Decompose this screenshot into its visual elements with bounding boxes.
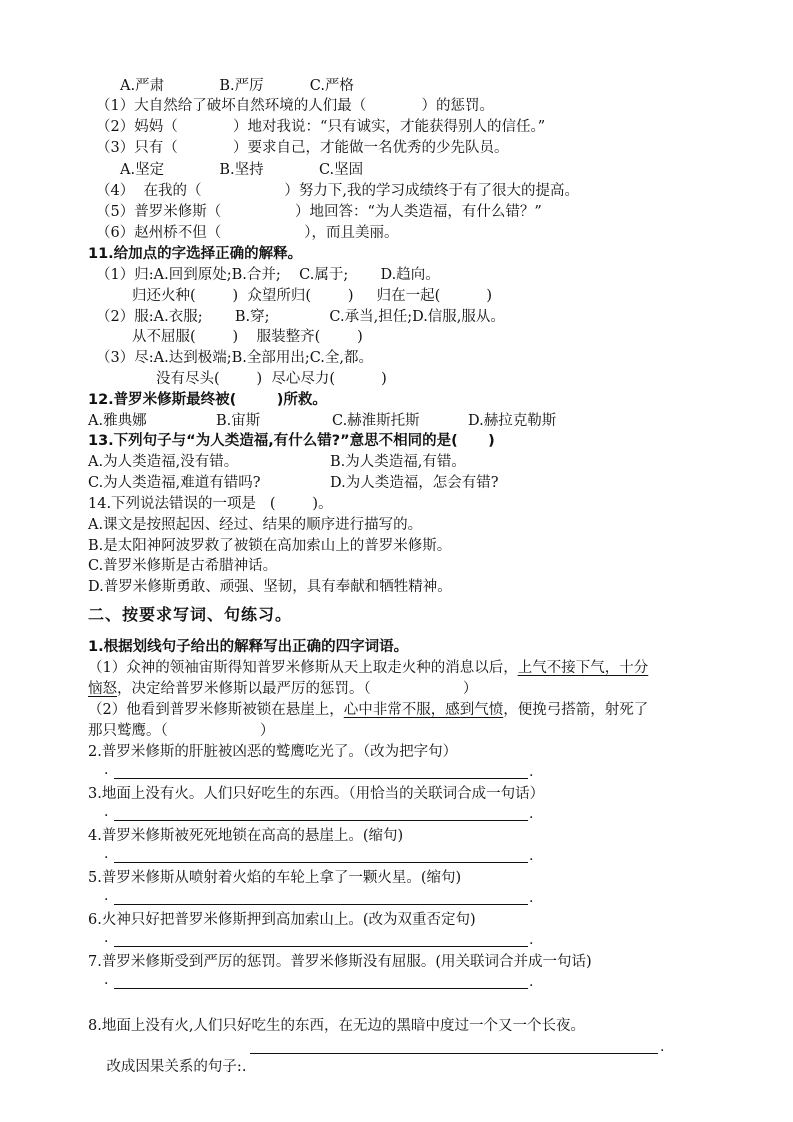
exercise-1-2-text: （2）他看到普罗米修斯被锁在悬崖上， xyxy=(88,702,344,718)
question-12-title: 12.普罗米修斯最终被( )所救。 xyxy=(88,392,327,408)
question-11-1-items: 归还火种( ) 众望所归( ) 归在一起( ) xyxy=(132,288,493,304)
exercise-1-title: 1.根据划线句子给出的解释写出正确的四字词语。 xyxy=(88,639,409,655)
question-11-title: 11.给加点的字选择正确的解释。 xyxy=(88,246,303,262)
answer-line-7[interactable] xyxy=(104,972,534,992)
exercise-1-2-line1 xyxy=(88,700,648,720)
answer-underline xyxy=(250,1037,658,1054)
exercise-7: 7.普罗米修斯受到严厉的惩罚。普罗米修斯没有屈服。(用关联词合并成一句话) xyxy=(88,954,592,970)
dot-mark: . xyxy=(529,974,534,990)
dot-mark: . xyxy=(104,804,109,820)
exercise-6: 6.火神只好把普罗米修斯押到高加索山上。(改为双重否定句) xyxy=(88,912,476,928)
answer-line-2[interactable] xyxy=(104,762,534,782)
answer-line-3[interactable] xyxy=(104,804,534,824)
exercise-1-2-text-end: ，便挽弓搭箭，射死了 xyxy=(503,702,649,718)
dot-mark: . xyxy=(529,890,534,906)
dot-mark: . xyxy=(529,848,534,864)
exercise-8-prompt xyxy=(88,1037,246,1097)
dot-mark: . xyxy=(529,764,534,780)
exercise-1-1-line1 xyxy=(88,658,648,678)
question-11-2-options: （2）服:A.衣服; B.穿; C.承当,担任;D.信服,服从。 xyxy=(96,309,505,325)
answer-line-5[interactable] xyxy=(104,888,534,908)
question-13-option-b: B.为人类造福,有错。 xyxy=(330,454,466,470)
exercise-8: 8.地面上没有火,人们只好吃生的东西，在无边的黑暗中度过一个又一个长夜。 xyxy=(88,1018,585,1034)
question-10-5: （5）普罗米修斯（ ）地回答：“为人类造福，有什么错？” xyxy=(96,204,542,220)
answer-underline xyxy=(114,762,528,779)
question-11-2-items: 从不屈服( ) 服装整齐( ) xyxy=(132,329,363,345)
question-11-3-options: （3）尽:A.达到极端;B.全部用出;C.全,都。 xyxy=(96,350,374,366)
answer-underline xyxy=(114,930,528,947)
exercise-3: 3.地面上没有火。人们只好吃生的东西。（用恰当的关联词合成一句话） xyxy=(88,786,545,802)
dot-mark: . xyxy=(529,806,534,822)
options-line-b: A.坚定 B.坚持 C.坚固 xyxy=(120,162,364,178)
question-13-option-c: C.为人类造福,难道有错吗? xyxy=(88,475,261,491)
question-10-6: （6）赵州桥不但（ ），而且美丽。 xyxy=(96,225,399,241)
question-11-1-options: （1）归:A.回到原处;B.合并; C.属于; D.趋向。 xyxy=(96,267,440,283)
question-10-2: （2）妈妈（ ）地对我说：“只有诚实，才能获得别人的信任。” xyxy=(96,119,546,135)
question-12-option-c: C.赫淮斯托斯 xyxy=(332,413,420,429)
underlined-phrase: 上气不接下气，十分 xyxy=(517,660,649,676)
answer-line-8[interactable] xyxy=(250,1037,670,1057)
dot-mark: . xyxy=(104,972,109,988)
question-10-3: （3）只有（ ）要求自己，才能做一名优秀的少先队员。 xyxy=(96,140,509,156)
question-13-option-d: D.为人类造福，怎会有错? xyxy=(330,475,499,491)
options-line-a: A.严肃 B.严厉 C.严格 xyxy=(120,78,354,94)
exercise-1-1-text-end: ，决定给普罗米修斯以最严厉的惩罚。（ ） xyxy=(117,681,478,697)
answer-line-6[interactable] xyxy=(104,930,534,950)
exercise-4: 4.普罗米修斯被死死地锁在高高的悬崖上。(缩句) xyxy=(88,828,404,844)
question-14-option-b: B.是太阳神阿波罗救了被锁在高加索山上的普罗米修斯。 xyxy=(88,538,452,554)
exercise-1-2-line2: 那只鹫鹰。（ ） xyxy=(88,723,275,739)
dot-mark: . xyxy=(104,930,109,946)
question-10-1: （1）大自然给了破坏自然环境的人们最（ ）的惩罚。 xyxy=(96,98,495,114)
underlined-phrase: 心中非常不服，感到气愤 xyxy=(343,702,504,718)
exercise-8-label: 改成因果关系的句子:. xyxy=(106,1059,247,1075)
question-12-option-b: B.宙斯 xyxy=(216,413,261,429)
question-13-option-a: A.为人类造福,没有错。 xyxy=(88,454,239,470)
answer-underline xyxy=(114,804,528,821)
exercise-2: 2.普罗米修斯的肝脏被凶恶的鹫鹰吃光了。（改为把字句） xyxy=(88,744,458,760)
answer-underline xyxy=(114,888,528,905)
question-13-title: 13.下列句子与“为人类造福,有什么错?”意思不相同的是( ) xyxy=(88,433,495,449)
question-12-option-a: A.雅典娜 xyxy=(88,413,147,429)
dot-mark: . xyxy=(104,846,109,862)
dot-mark: . xyxy=(660,1039,665,1055)
answer-underline xyxy=(114,972,528,989)
answer-underline xyxy=(114,846,528,863)
exercise-5: 5.普罗米修斯从喷射着火焰的车轮上拿了一颗火星。(缩句) xyxy=(88,870,462,886)
question-10-4: （4） 在我的（ ）努力下,我的学习成绩终于有了很大的提高。 xyxy=(96,183,580,199)
dot-mark: . xyxy=(104,888,109,904)
question-11-3-items: 没有尽头( ) 尽心尽力( ) xyxy=(156,371,387,387)
question-14-title: 14.下列说法错误的一项是 ( )。 xyxy=(88,496,333,512)
underlined-phrase: 恼怒 xyxy=(88,681,117,697)
question-14-option-d: D.普罗米修斯勇敢、顽强、坚韧，具有奉献和牺牲精神。 xyxy=(88,579,452,595)
dot-mark: . xyxy=(104,762,109,778)
dot-mark: . xyxy=(529,932,534,948)
question-14-option-c: C.普罗米修斯是古希腊神话。 xyxy=(88,558,278,574)
exercise-1-1-line2 xyxy=(88,679,477,699)
answer-line-4[interactable] xyxy=(104,846,534,866)
question-12-option-d: D.赫拉克勒斯 xyxy=(468,413,557,429)
section-2-heading: 二、按要求写词、句练习。 xyxy=(88,605,293,624)
question-14-option-a: A.课文是按照起因、经过、结果的顺序进行描写的。 xyxy=(88,517,423,533)
exercise-1-1-text: （1）众神的领袖宙斯得知普罗米修斯从天上取走火种的消息以后， xyxy=(88,660,518,676)
